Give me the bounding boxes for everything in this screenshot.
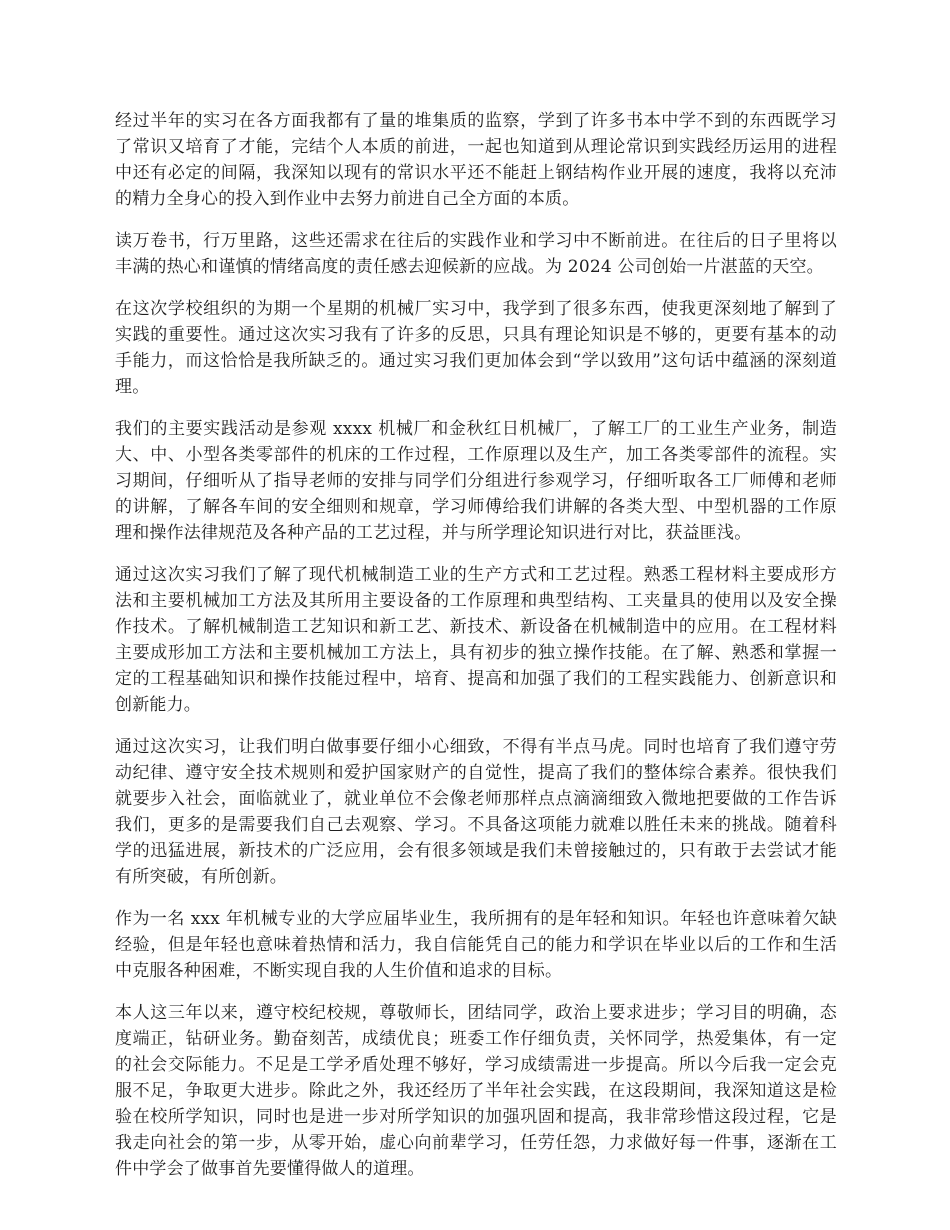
- paragraph-4: 我们的主要实践活动是参观 xxxx 机械厂和金秋红日机械厂，了解工厂的工业生产业务，制造大、中、小型各类零部件的机床的工作过程，工作原理以及生产，加工各类零部件的流程。实习期间，仔细听从了指导老师的安排与同学们分组进行参观学习，仔细听取各工厂师傅和老师的讲解，了解各车间的安全细则和规章，学习师傅给我们讲解的各类大型、中型机器的工作原理和操作法律规范及各种产品的工艺过程，并与所学理论知识进行对比，获益匪浅。: [115, 419, 837, 543]
- paragraph-6: 通过这次实习，让我们明白做事要仔细小心细致，不得有半点马虎。同时也培育了我们遵守劳动纪律、遵守安全技术规则和爱护国家财产的自觉性，提高了我们的整体综合素养。很快我们就要步入社会，面临就业了，就业单位不会像老师那样点点滴滴细致入微地把要做的工作告诉我们，更多的是需要我们自己去观察、学习。不具备这项能力就难以胜任未来的挑战。随着科学的迅猛进展，新技术的广泛应用，会有很多领域是我们未曾接触过的，只有敢于去尝试才能有所突破，有所创新。: [115, 737, 837, 887]
- paragraph-8: 本人这三年以来，遵守校纪校规，尊敬师长，团结同学，政治上要求进步；学习目的明确，态度端正，钻研业务。勤奋刻苦，成绩优良；班委工作仔细负责，关怀同学，热爱集体，有一定的社会交际能力。不足是工学矛盾处理不够好，学习成绩需进一步提高。所以今后我一定会克服不足，争取更大进步。除此之外，我还经历了半年社会实践，在这段期间，我深知道这是检验在校所学知识，同时也是进一步对所学知识的加强巩固和提高，我非常珍惜这段过程，它是我走向社会的第一步，从零开始，虚心向前辈学习，任劳任怨，力求做好每一件事，逐渐在工件中学会了做事首先要懂得做人的道理。: [115, 1003, 837, 1179]
- paragraph-2: 读万卷书，行万里路，这些还需求在往后的实践作业和学习中不断前进。在往后的日子里将以丰满的热心和谨慎的情绪高度的责任感去迎候新的应战。为 2024 公司创始一片湛蓝的天空。: [115, 231, 837, 277]
- paragraph-5: 通过这次实习我们了解了现代机械制造工业的生产方式和工艺过程。熟悉工程材料主要成形方法和主要机械加工方法及其所用主要设备的工作原理和典型结构、工夹量具的使用以及安全操作技术。了解机械制造工艺知识和新工艺、新技术、新设备在机械制造中的应用。在工程材料主要成形加工方法和主要机械加工方法上，具有初步的独立操作技能。在了解、熟悉和掌握一定的工程基础知识和操作技能过程中，培育、提高和加强了我们的工程实践能力、创新意识和创新能力。: [115, 565, 837, 715]
- paragraph-1: 经过半年的实习在各方面我都有了量的堆集质的监察，学到了许多书本中学不到的东西既学习了常识又培育了才能，完结个人本质的前进，一起也知道到从理论常识到实践经历运用的进程中还有必定的间隔，我深知以现有的常识水平还不能赶上钢结构作业开展的速度，我将以充沛的精力全身心的投入到作业中去努力前进自己全方面的本质。: [115, 111, 837, 209]
- paragraph-3: 在这次学校组织的为期一个星期的机械厂实习中，我学到了很多东西，使我更深刻地了解到了实践的重要性。通过这次实习我有了许多的反思，只具有理论知识是不够的，更要有基本的动手能力，而这恰恰是我所缺乏的。通过实习我们更加体会到“学以致用”这句话中蕴涵的深刻道理。: [115, 299, 837, 397]
- paragraph-7: 作为一名 xxx 年机械专业的大学应届毕业生，我所拥有的是年轻和知识。年轻也许意味着欠缺经验，但是年轻也意味着热情和活力，我自信能凭自己的能力和学识在毕业以后的工作和生活中克服各种困难，不断实现自我的人生价值和追求的目标。: [115, 909, 837, 981]
- document-body: [115, 108, 837, 1198]
